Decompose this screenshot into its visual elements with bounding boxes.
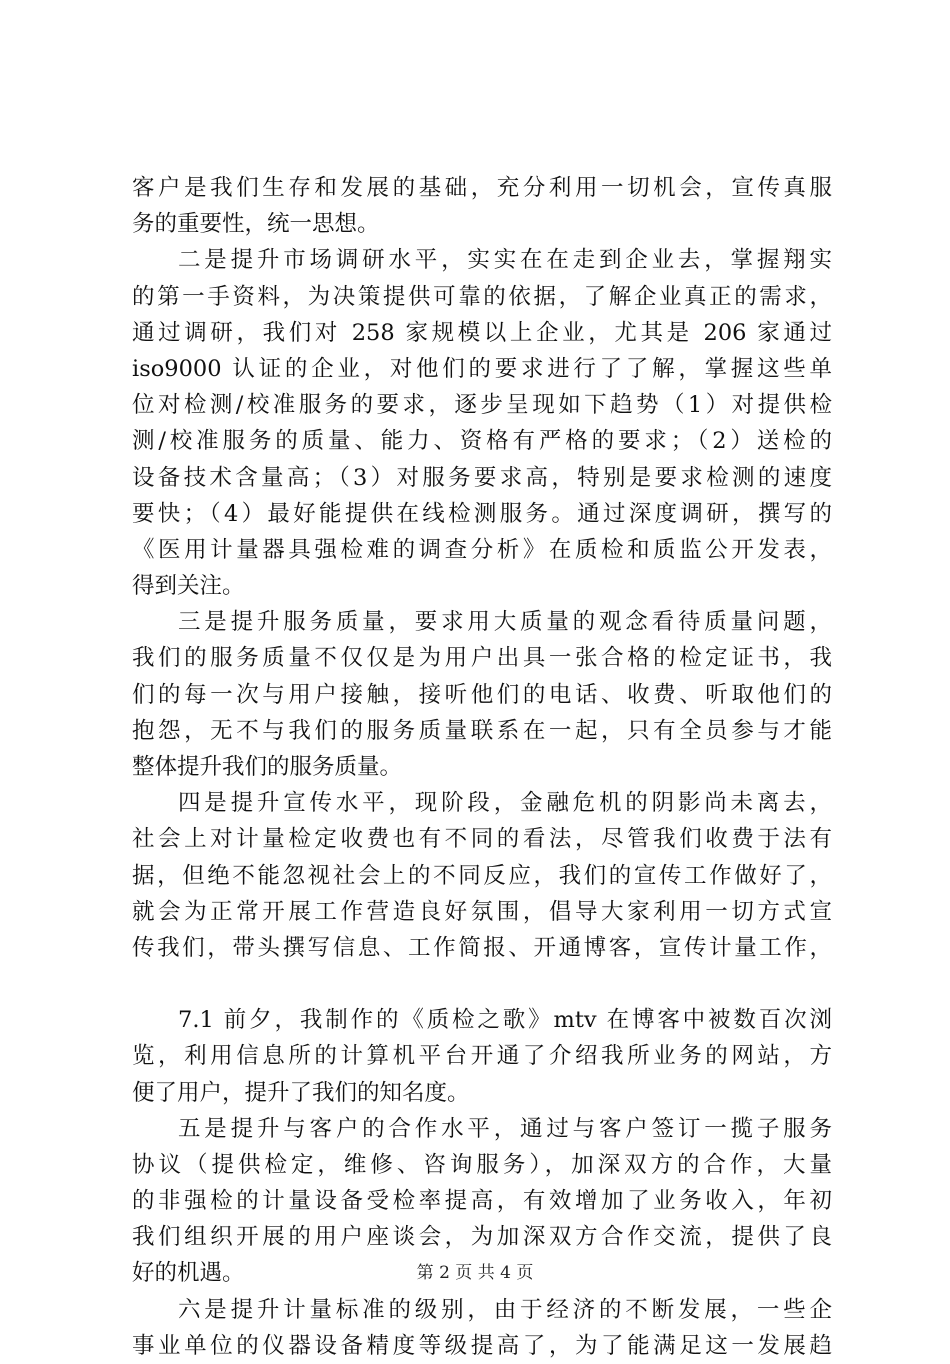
- text-line: 要快；（4）最好能提供在线检测服务。通过深度调研，撰写的: [132, 500, 832, 527]
- paragraph-gap: [132, 966, 832, 1002]
- text-line: 的第一手资料，为决策提供可靠的依据，了解企业真正的需求，: [132, 283, 832, 310]
- text-line: 抱怨，无不与我们的服务质量联系在一起，只有全员参与才能: [132, 717, 832, 744]
- text-line: 的非强检的计量设备受检率提高，有效增加了业务收入，年初: [132, 1188, 832, 1215]
- text-line: 我们组织开展的用户座谈会，为加深双方合作交流，提供了良: [132, 1224, 832, 1251]
- text-line: 务的重要性，统一思想。: [132, 211, 380, 238]
- text-line: 好的机遇。: [132, 1260, 245, 1287]
- text-line: 《医用计量器具强检难的调查分析》在质检和质监公开发表，: [132, 536, 832, 563]
- text-line: 四是提升宣传水平，现阶段，金融危机的阴影尚未离去，: [178, 790, 832, 817]
- text-line: 三是提升服务质量，要求用大质量的观念看待质量问题，: [178, 609, 832, 636]
- page-footer: 第 2 页 共 4 页: [416, 1263, 534, 1283]
- text-line: 社会上对计量检定收费也有不同的看法，尽管我们收费于法有: [132, 826, 832, 853]
- text-line: 览，利用信息所的计算机平台开通了介绍我所业务的网站，方: [132, 1043, 832, 1070]
- text-line: iso9000 认证的企业，对他们的要求进行了了解，掌握这些单: [132, 355, 832, 382]
- text-line: 我们的服务质量不仅仅是为用户出具一张合格的检定证书，我: [132, 645, 832, 672]
- text-line: 7.1 前夕，我制作的《质检之歌》mtv 在博客中被数百次浏: [178, 1007, 832, 1034]
- text-line: 测/校准服务的质量、能力、资格有严格的要求；（2）送检的: [132, 428, 832, 455]
- text-line: 据，但绝不能忽视社会上的不同反应，我们的宣传工作做好了，: [132, 862, 832, 889]
- text-line: 位对检测/校准服务的要求，逐步呈现如下趋势（1）对提供检: [132, 392, 832, 419]
- text-line: 设备技术含量高；（3）对服务要求高，特别是要求检测的速度: [132, 464, 832, 491]
- text-line: 传我们，带头撰写信息、工作简报、开通博客，宣传计量工作，: [132, 934, 832, 961]
- text-line: 六是提升计量标准的级别，由于经济的不断发展，一些企: [178, 1296, 832, 1323]
- document-body: [132, 170, 832, 1364]
- text-line: 事业单位的仪器设备精度等级提高了，为了能满足这一发展趋: [132, 1332, 832, 1359]
- text-line: 便了用户，提升了我们的知名度。: [132, 1079, 470, 1106]
- text-line: 就会为正常开展工作营造良好氛围，倡导大家利用一切方式宣: [132, 898, 832, 925]
- text-line: 们的每一次与用户接触，接听他们的电话、收费、听取他们的: [132, 681, 832, 708]
- text-line: 通过调研，我们对 258 家规模以上企业，尤其是 206 家通过: [132, 319, 832, 346]
- text-line: 二是提升市场调研水平，实实在在走到企业去，掌握翔实: [178, 247, 832, 274]
- text-line: 客户是我们生存和发展的基础，充分利用一切机会，宣传真服: [132, 175, 832, 201]
- text-line: 五是提升与客户的合作水平，通过与客户签订一揽子服务: [178, 1115, 832, 1142]
- text-line: 协议（提供检定，维修、咨询服务），加深双方的合作，大量: [132, 1151, 832, 1178]
- text-line: 整体提升我们的服务质量。: [132, 754, 403, 780]
- text-line: 得到关注。: [132, 573, 245, 600]
